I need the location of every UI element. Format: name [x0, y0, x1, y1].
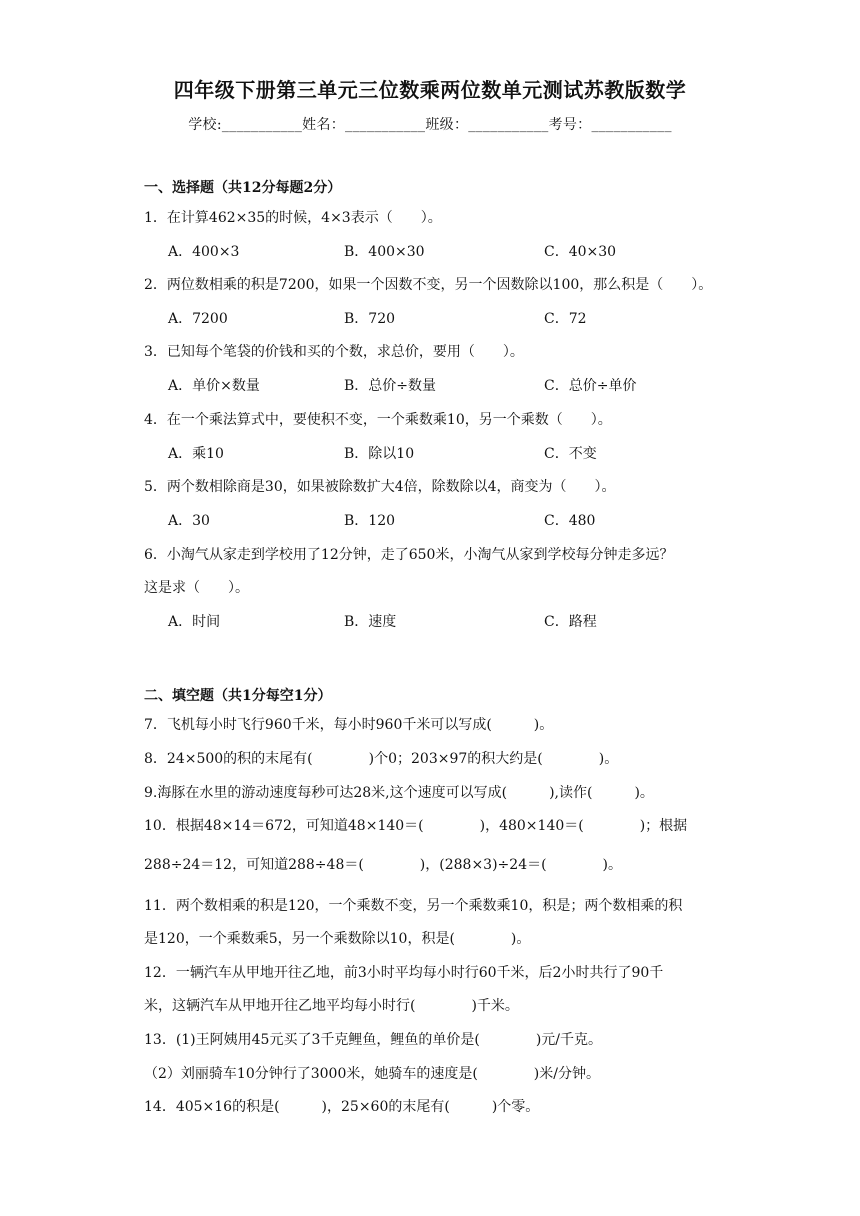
question-3: 3．已知每个笔袋的价钱和买的个数，求总价，要用（ ）。 — [144, 344, 524, 360]
option-a: A．时间 — [168, 614, 221, 630]
option-c: C．40×30 — [544, 244, 617, 260]
question-1: 1．在计算462×35的时候，4×3表示（ ）。 — [144, 210, 442, 226]
option-a: A．400×3 — [168, 244, 240, 260]
question-7: 7．飞机每小时飞行960千米，每小时960千米可以写成( )。 — [144, 717, 554, 733]
option-b: B．除以10 — [344, 446, 415, 462]
question-2: 2．两位数相乘的积是7200，如果一个因数不变，另一个因数除以100，那么积是（ ）。 — [144, 277, 713, 293]
question-3-options — [168, 376, 728, 396]
option-a: A．7200 — [168, 311, 228, 327]
option-c: C．480 — [544, 513, 596, 529]
question-6-options — [168, 612, 728, 632]
option-b: B．120 — [344, 513, 396, 529]
option-b: B．速度 — [344, 614, 397, 630]
option-c: C．72 — [544, 311, 587, 327]
option-a: A．单价×数量 — [168, 378, 260, 394]
option-a: A．30 — [168, 513, 210, 529]
option-b: B．400×30 — [344, 244, 425, 260]
option-b: B．720 — [344, 311, 396, 327]
question-14: 14．405×16的积是( )，25×60的末尾有( )个零。 — [144, 1099, 540, 1115]
option-c: C．不变 — [544, 446, 597, 462]
question-4-options — [168, 444, 728, 464]
option-c: C．路程 — [544, 614, 597, 630]
question-11-continued: 是120，一个乘数乘5，另一个乘数除以10，积是( )。 — [144, 931, 531, 947]
question-9: 9.海豚在水里的游动速度每秒可达28米,这个速度可以写成( ),读作( )。 — [144, 785, 654, 801]
question-8: 8．24×500的积的末尾有( )个0；203×97的积大约是( )。 — [144, 751, 619, 767]
option-b: B．总价÷数量 — [344, 378, 437, 394]
question-12-continued: 米，这辆汽车从甲地开往乙地平均每小时行( )千米。 — [144, 998, 519, 1014]
question-11: 11．两个数相乘的积是120，一个乘数不变，另一个乘数乘10，积是；两个数相乘的积 — [144, 898, 683, 914]
question-5-options — [168, 511, 728, 531]
section-heading-fill-blank: 二、填空题（共1分每空1分） — [144, 688, 332, 704]
question-6-continued: 这是求（ ）。 — [144, 580, 249, 596]
student-info-line: 学校:___________姓名：___________班级：___________考号：___________ — [188, 117, 672, 133]
section-heading-choice: 一、选择题（共12分每题2分） — [144, 180, 342, 196]
page-title: 四年级下册第三单元三位数乘两位数单元测试苏教版数学 — [173, 78, 687, 102]
question-13-part-1: 13．(1)王阿姨用45元买了3千克鲤鱼，鲤鱼的单价是( )元/千克。 — [144, 1032, 603, 1048]
question-10: 10．根据48×14＝672，可知道48×140＝( )，480×140＝( )；根据 — [144, 818, 688, 834]
option-c: C．总价÷单价 — [544, 378, 637, 394]
question-6: 6．小淘气从家走到学校用了12分钟，走了650米，小淘气从家到学校每分钟走多远？ — [144, 547, 674, 563]
question-4: 4．在一个乘法算式中，要使积不变，一个乘数乘10，另一个乘数（ ）。 — [144, 412, 612, 428]
option-a: A．乘10 — [168, 446, 224, 462]
question-2-options — [168, 309, 728, 329]
question-12: 12．一辆汽车从甲地开往乙地，前3小时平均每小时行60千米，后2小时共行了90千 — [144, 965, 664, 981]
question-10-continued: 288÷24＝12，可知道288÷48＝( )，(288×3)÷24＝( )。 — [144, 857, 623, 873]
question-1-options — [168, 242, 728, 262]
question-13-part-2: （2）刘丽骑车10分钟行了3000米，她骑车的速度是( )米/分钟。 — [144, 1066, 600, 1082]
question-5: 5．两个数相除商是30，如果被除数扩大4倍，除数除以4，商变为（ ）。 — [144, 479, 616, 495]
